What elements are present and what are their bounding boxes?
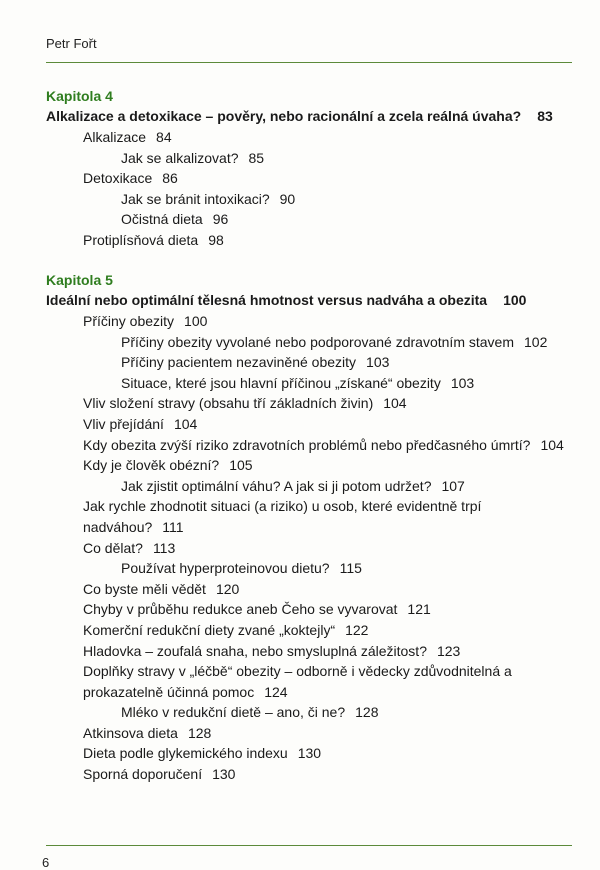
toc-entry-page: 105: [229, 457, 253, 474]
toc-entry: [46, 414, 572, 435]
toc-entry: [46, 496, 572, 537]
toc-entry-title: Protiplísňová dieta: [83, 231, 199, 248]
toc-entry: [46, 538, 572, 559]
chapter-label: Kapitola 4: [46, 88, 113, 104]
toc-entry: [46, 189, 572, 210]
toc-entry: [46, 311, 572, 332]
toc-entry-title: Jak zjistit optimální váhu? A jak si ji potom udržet?: [121, 477, 432, 494]
toc-entry-page: 104: [383, 395, 407, 412]
toc-entry-page: 111: [162, 518, 184, 535]
toc-entry-title: Detoxikace: [83, 170, 153, 187]
toc-entry-title: Příčiny obezity vyvolané nebo podporované zdravotním stavem: [121, 333, 514, 350]
toc-entry-title: Sporná doporučení: [83, 766, 203, 783]
toc-entry-title: Kdy je člověk obézní?: [83, 457, 220, 474]
toc-entry: [46, 641, 572, 662]
toc-entry: [46, 373, 572, 394]
toc-entry: [46, 352, 572, 373]
toc-entry-page: 128: [355, 704, 379, 721]
toc-entry-title: Vliv složení stravy (obsahu tří základních živin): [83, 395, 374, 412]
chapter-label: Kapitola 5: [46, 272, 113, 288]
chapter-title: [46, 290, 572, 310]
toc-entry: [46, 743, 572, 764]
toc-entry: [46, 209, 572, 230]
toc-entry-page: 120: [215, 580, 240, 597]
toc-entry-page: 103: [366, 354, 390, 371]
toc-entry-page: 90: [279, 190, 296, 207]
toc-entry-page: 123: [436, 642, 461, 659]
toc-entry-title: Kdy obezita zvýší riziko zdravotních problémů nebo předčasného úmrtí?: [83, 436, 531, 453]
toc-entry-page: 98: [208, 231, 224, 248]
chapter-4: [46, 86, 572, 251]
toc-entry-title: Chyby v průběhu redukce aneb Čeho se vyvarovat: [83, 601, 398, 618]
toc-entry-title: Hladovka – zoufalá snaha, nebo smysluplná záležitost?: [83, 642, 427, 659]
toc-entry-page: 121: [407, 601, 431, 618]
toc-entry: [46, 148, 572, 169]
toc-entry: [46, 579, 572, 600]
toc-entry: [46, 599, 572, 620]
toc-entry-page: 103: [450, 374, 475, 391]
toc-entry-title: Komerční redukční diety zvané „koktejly“: [83, 621, 336, 638]
page-number: 6: [42, 855, 50, 870]
running-header-author: Petr Fořt: [46, 36, 97, 51]
toc-entry-page: 115: [339, 560, 362, 577]
toc-entry-page: 86: [162, 170, 178, 187]
chapter-title-text: Ideální nebo optimální tělesná hmotnost versus nadváha a obezita: [46, 292, 488, 308]
toc-entry-title: Vliv přejídání: [83, 415, 164, 432]
toc-entry-page: 102: [524, 333, 548, 350]
toc-entry: [46, 127, 572, 148]
toc-entry-title: Jak se alkalizovat?: [121, 149, 239, 166]
header-rule: [46, 62, 572, 63]
toc-entry: [46, 702, 572, 723]
toc-entry-title: Atkinsova dieta: [83, 724, 178, 741]
toc-entry-page: 96: [212, 211, 229, 228]
toc-entry-page: 113: [152, 539, 176, 556]
toc-entry: [46, 168, 572, 189]
toc-entry: [46, 558, 572, 579]
toc-entry: [46, 455, 572, 476]
toc-entry-title: Co byste měli vědět: [83, 580, 206, 597]
toc-entry-title: Dieta podle glykemického indexu: [83, 745, 288, 762]
toc-entry-title: Příčiny pacientem nezaviněné obezity: [121, 354, 357, 371]
toc-entry: [46, 764, 572, 785]
toc-entry: [46, 332, 572, 353]
toc-entry-page: 107: [441, 477, 465, 494]
chapter-page-number: 100: [503, 292, 527, 308]
toc-entry-title: Mléko v redukční dietě – ano, či ne?: [121, 704, 346, 721]
chapter-entries: [46, 127, 572, 251]
chapter-entries: [46, 311, 572, 785]
toc-entry-title: Jak se bránit intoxikaci?: [121, 190, 270, 207]
toc-entry: [46, 661, 572, 702]
toc-entry: [46, 393, 572, 414]
chapter-title-text: Alkalizace a detoxikace – pověry, nebo racionální a zcela reálná úvaha?: [46, 108, 522, 124]
toc-entry-title: Alkalizace: [83, 129, 147, 145]
toc-entry-page: 100: [184, 313, 208, 329]
toc-entry-page: 124: [264, 683, 288, 700]
toc-entry-page: 130: [297, 745, 322, 762]
toc-entry: [46, 476, 572, 497]
toc-entry-page: 84: [156, 129, 172, 145]
chapter-page-number: 83: [537, 108, 553, 124]
toc-entry-title: Doplňky stravy v „léčbě“ obezity – odborně i vědecky zdůvodnitelná a prokazatelně účinná pomoc: [83, 663, 512, 700]
toc-entry: [46, 435, 572, 456]
toc-entry-title: Jak rychle zhodnotit situaci (a riziko) u osob, které evidentně trpí nadváhou?: [83, 498, 482, 535]
toc-entry-title: Očistná dieta: [121, 211, 203, 228]
toc-entry-title: Příčiny obezity: [83, 313, 175, 329]
chapter-title: [46, 106, 572, 126]
footer-rule: [46, 845, 572, 846]
toc-entry-page: 128: [187, 724, 212, 741]
toc-entry-title: Situace, které jsou hlavní příčinou „získané“ obezity: [121, 374, 441, 391]
toc-entry-page: 130: [212, 766, 236, 783]
toc-entry-page: 122: [345, 621, 369, 638]
toc-entry-title: Používat hyperproteinovou dietu?: [121, 560, 330, 577]
toc-entry: [46, 620, 572, 641]
toc-entry-page: 104: [540, 436, 564, 453]
toc-entry-title: Co dělat?: [83, 539, 143, 556]
toc-entry-page: 104: [173, 415, 198, 432]
toc-entry: [46, 723, 572, 744]
toc-entry: [46, 230, 572, 251]
chapter-5: [46, 270, 572, 785]
toc-entry-page: 85: [248, 149, 265, 166]
